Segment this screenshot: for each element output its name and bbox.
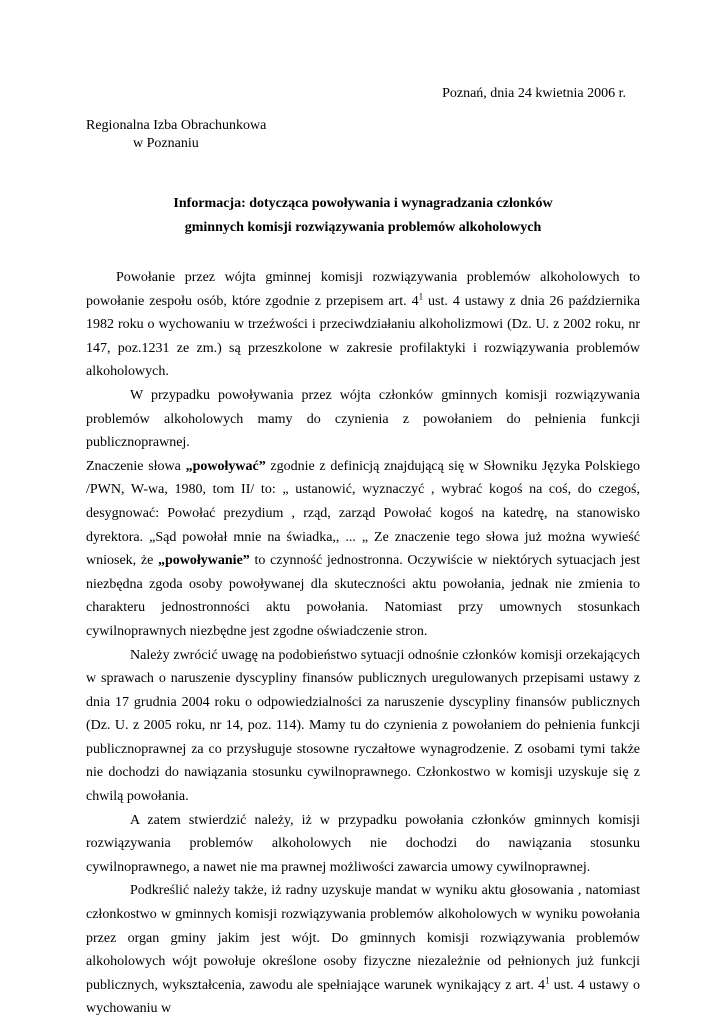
paragraph-6-text-a: Podkreślić należy także, iż radny uzyskuje mandat w wyniku aktu głosowania , natomiast członkostwo w gminnych komisji rozwiązywania problemów alkoholowych w wyniku powołania przez organ gminy jakim jest wójt. Do gminnych komisji rozwiązywania problemów alkoholowych wójt powołuje określone osoby fizyczne niezależnie od pełnionych już funkcji publicznych, wykształcenia, zawodu ale spełniające warunek wynikający z art. 4 [86,883,640,993]
term-powolywac: „powoływać” [185,458,266,474]
paragraph-3 [86,455,640,644]
recipient-name: Regionalna Izba Obrachunkowa [86,118,267,133]
paragraph-3-text-a: Znaczenie słowa [86,458,186,474]
term-powolywanie: „powoływanie” [158,553,250,569]
paragraph-1-text-a: Powołanie przez wójta gminnej komisji rozwiązywania problemów alkoholowych to powołanie zespołu osób, które zgodnie z przepisem art. 4 [86,270,640,309]
paragraph-1 [86,266,640,384]
paragraph-6-text-b: ust. 4 ustawy o wychowaniu w [86,977,640,1017]
title-line-1: Informacja: dotycząca powoływania i wynagradzania członków [173,196,553,211]
paragraph-3-text-e: to czynność jednostronna. Oczywiście w niektórych sytuacjach jest niezbędna zgoda osoby powoływanej dla skuteczności aktu powołania, jednak nie zmienia to charakteru jednostronności aktu powołania. Natomiast przy umownych stosunkach cywilnoprawnych niezbędne jest zgodne oświadczenie stron. [86,553,641,639]
paragraph-5: A zatem stwierdzić należy, iż w przypadku powołania członków gminnych komisji rozwiązywania problemów alkoholowych nie dochodzi do nawiązania stosunku cywilnoprawnego, a nawet nie ma prawnej możliwości zawarcia umowy cywilnoprawnej. [86,812,640,875]
paragraph-2: W przypadku powoływania przez wójta członków gminnych komisji rozwiązywania problemów alkoholowych mamy do czynienia z powołaniem do pełnienia funkcji publicznoprawnej. [86,387,640,451]
paragraph-4: Należy zwrócić uwagę na podobieństwo sytuacji odnośnie członków komisji orzekających w sprawach o naruszenie dyscypliny finansów publicznych uregulowanych przepisami ustawy z dnia 17 grudnia 2004 roku o odpowiedzialności za naruszenie dyscypliny finansów publicznych (Dz. U. z 2005 roku, nr 14, poz. 114). Mamy tu do czynienia z powołaniem do pełnienia funkcji publicznoprawnej za co przysługuje stosowne ryczałtowe wynagrodzenie. Z osobami tymi także nie dochodzi do nawiązania stosunku cywilnoprawnego. Członkostwo w komisji uzyskuje się z chwilą powołania. [86,647,640,805]
document-date: Poznań, dnia 24 kwietnia 2006 r. [442,86,626,101]
title-line-2: gminnych komisji rozwiązywania problemów alkoholowych [184,220,542,235]
recipient-city: w Poznaniu [133,136,199,151]
superscript-1: 1 [418,290,424,301]
document-title [86,192,640,240]
paragraph-1-text-b: ust. 4 ustawy z dnia 26 października 1982 roku o wychowaniu w trzeźwości i przeciwdziałaniu alkoholizmowi (Dz. U. z 2002 roku, nr 147, poz.1231 ze zm.) są przeszkolone w zakresie profilaktyki i rozwiązywania problemów alkoholowych. [86,293,641,380]
document-body [86,266,640,1021]
superscript-2: 1 [545,975,550,986]
paragraph-3-text-c: zgodnie z definicją znajdującą się w Słowniku Języka Polskiego /PWN, W-wa, 1980, tom II/ to: „ ustanowić, wyznaczyć , wybrać kogoś na coś, do czegoś, desygnować: Powołać prezydium , rząd, zarząd Powołać kogoś na katedrę, na stanowisko dyrektora. „Sąd powołał mnie na świadka,, ... „ Ze znaczenie tego słowa już można wywieść wniosek, że [86,458,640,569]
paragraph-6 [86,879,640,1021]
